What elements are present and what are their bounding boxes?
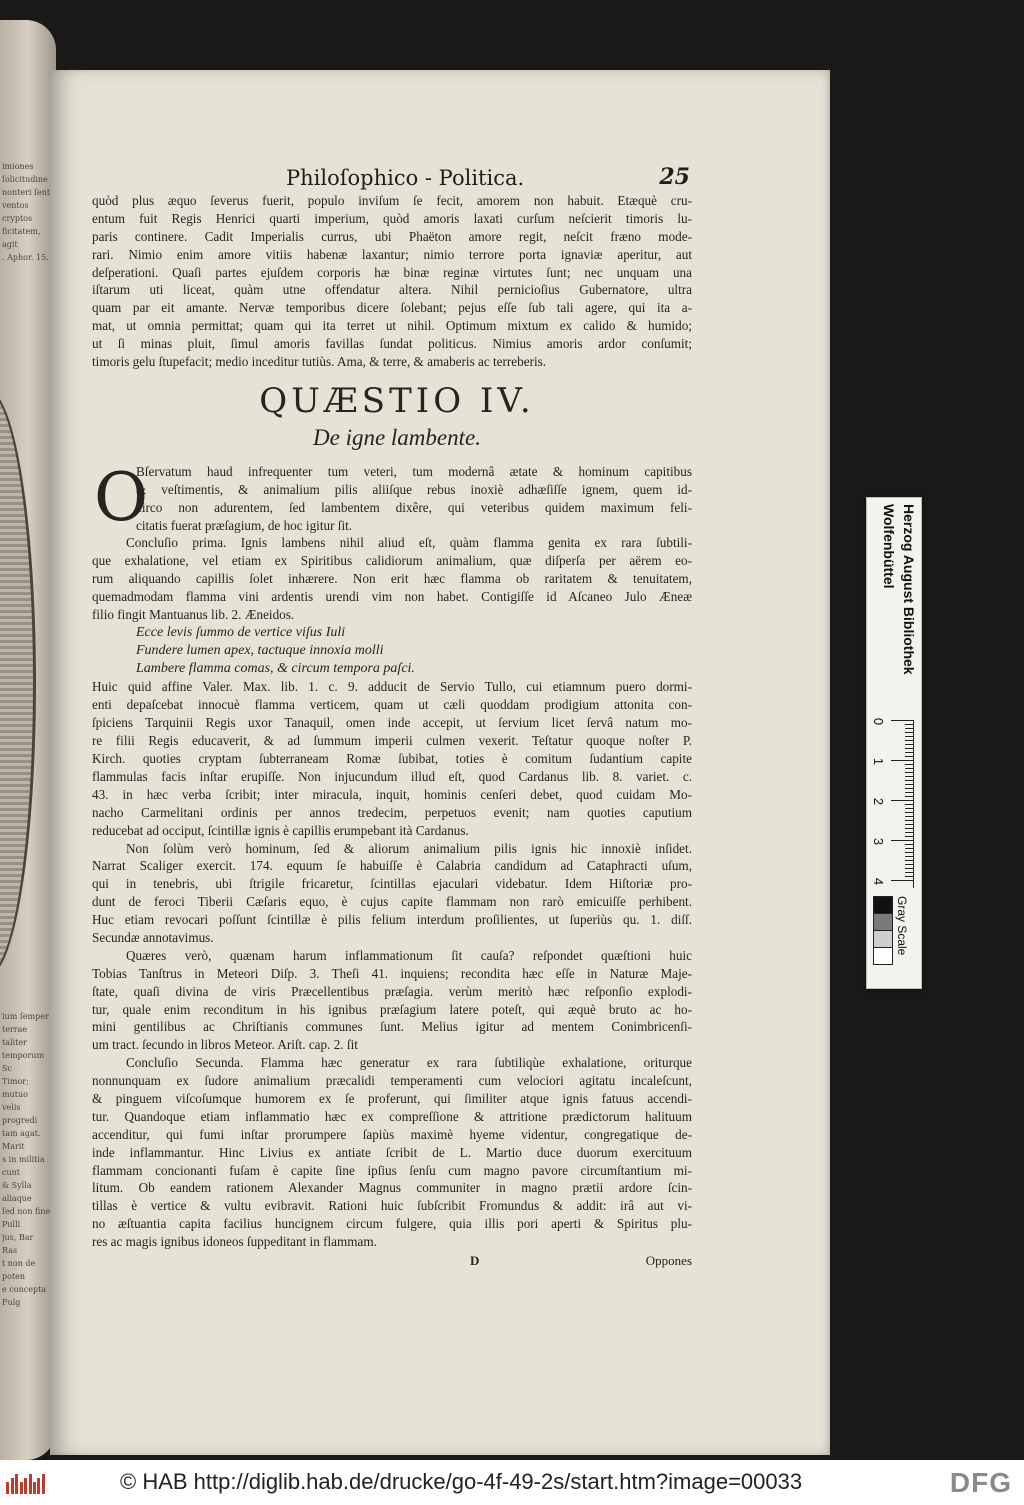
ruler-tick <box>905 808 913 809</box>
ruler-tick <box>905 788 913 789</box>
left-page-fragment: ventos cryptos <box>2 201 33 223</box>
ruler-tick <box>905 764 913 765</box>
text-line: enti depaſcebat innocuè flamma verticem, quam ut cæli quoddam prodigium attonita con- <box>92 697 692 713</box>
ruler-tick <box>905 828 913 829</box>
text-line: no æſtuantia capita facilius huncignem circum fulgere, quia illis pori aperti & Spiritus plu- <box>92 1216 692 1232</box>
ruler-tick <box>891 880 913 881</box>
page-header <box>286 166 690 194</box>
ruler-tick <box>891 760 913 761</box>
library-title: Herzog August Bibliothek <box>901 504 917 675</box>
text-line: reducebat ad occiput, ſcintillæ ignis è capillis erumpebant ità Cardanus. <box>92 822 469 838</box>
text-line: res ac magis ignibus idoneos ſuppeditant in flammam. <box>92 1234 377 1250</box>
dfg-logo: DFG <box>949 1467 1012 1498</box>
left-page-fragment: . Aphor. 15. <box>2 253 49 262</box>
ruler-tick <box>905 740 913 741</box>
left-page-fragment: tam agat. Marit <box>2 1129 41 1151</box>
text-line: nonnunquam ex ſudore animalium præcalidi temperamenti cum velociori agitatu incaleſcunt, <box>92 1073 692 1089</box>
left-page-text-bottom <box>2 1010 54 1309</box>
left-page-fragment: ſed non fine Pulli <box>2 1207 51 1229</box>
ruler-tick <box>905 852 913 853</box>
ruler-number: 4 <box>871 877 887 886</box>
gray-scale-label: Gray Scale <box>895 896 909 956</box>
ruler-tick <box>905 812 913 813</box>
ruler-tick <box>905 848 913 849</box>
text-line: Secundæ annotavimus. <box>92 929 214 945</box>
text-line: dunt de feroci Tiberii Cæſaris equo, è cujus capite flammam non rarò emicuiſſe perhibent. <box>92 894 692 910</box>
text-line: litum. Ob eandem rationem Alexander Magnus communiter in magno prætii ardore ſcin- <box>92 1180 692 1196</box>
left-page-fragment: velis progredi <box>2 1103 38 1125</box>
text-line: tillas è vertice & vultu evibravit. Rationi huic ſubſcribit Fromundus & addit: irâ aut vi- <box>92 1198 692 1214</box>
text-line: Huc etiam revocari poſſunt ſcintillæ è pilis felium interdum proſilientes, ut ſuperiùs qu. 1. diſſ. <box>92 912 692 928</box>
left-page-fragment: t non de poten <box>2 1259 36 1281</box>
page-number: 25 <box>659 164 690 190</box>
text-line: re filii Regis educaverit, & ad ſummum imperii culmen vexerit. Teſtatur quoque noſter P. <box>92 733 692 749</box>
ruler-tick <box>905 768 913 769</box>
ruler-tick <box>905 796 913 797</box>
text-line: Bſervatum haud infrequenter tum veteri, tum modernâ ætate & hominum capitibus <box>136 463 692 479</box>
text-line: iſtarum uti liceat, quàm utne offendatur altera. Nihil pernicioſius Gubernatore, ultra <box>92 282 692 298</box>
text-line: flammulas facis inſtar erupiſſe. Non injucundum illud eſt, quod Cardanus lib. 8. variet. c. <box>92 768 692 784</box>
text-line: tur. Quandoque etiam inflammatio hæc ex compreſſione & attritione prædictorum halituum <box>92 1108 692 1124</box>
ruler-tick <box>905 816 913 817</box>
verse-line: Lambere flamma comas, & circum tempora paſci. <box>136 661 415 677</box>
left-page-fragment: imiones ſolicitudine <box>2 162 48 184</box>
text-line: inde inflammantur. Hinc Livius ex antiate ſcribit de L. Martio duce duorum exercituum <box>92 1144 692 1160</box>
text-line: mat, ut omnia permittat; quam qui ita terret ut nihil. Optimum mixtum ex calido & humido; <box>92 318 692 334</box>
copyright-url[interactable]: © HAB http://diglib.hab.de/drucke/go-4f-49-2s/start.htm?image=00033 <box>120 1469 803 1494</box>
main-text-block <box>92 192 692 1273</box>
ruler-number: 3 <box>871 837 887 846</box>
ruler-tick <box>905 872 913 873</box>
text-line: accenditur, qui fumi inſtar prorumpere ſapiùs maximè hyeme videntur, congregatique de- <box>92 1126 692 1142</box>
ruler-tick <box>905 832 913 833</box>
text-line: timoris gelu ſtupefacit; medio inceditur tutiùs. Ama, & terre, & amaberis ac terreberis. <box>92 354 547 370</box>
verse-line: Fundere lumen apex, tactuque innoxia molli <box>136 643 384 659</box>
ruler-tick <box>891 840 913 841</box>
question-subtitle: De igne lambente. <box>313 424 481 450</box>
left-page-fragment: nonteri ſent <box>2 188 51 197</box>
text-line: filio fingit Mantuanus lib. 2. Æneidos. <box>92 607 295 623</box>
left-page-fragment: s in militia cunt <box>2 1155 45 1177</box>
ruler-tick <box>905 864 913 865</box>
ruler-tick <box>905 868 913 869</box>
ruler-tick <box>891 800 913 801</box>
text-line: mini gentilibus ac Chriſtianis communes ſunt. Melius igitur ad mentem Conimbricenſi- <box>92 1019 692 1035</box>
page-foot <box>92 1253 692 1273</box>
gray-scale-card <box>871 896 917 966</box>
ruler-tick <box>905 804 913 805</box>
measurement-ruler <box>871 717 917 890</box>
text-line: rum aliquando capillis ſolet inhærere. Non erit hæc flamma ob raritatem & tenuitatem, <box>92 571 692 587</box>
text-line: Concluſio prima. Ignis lambens nihil aliud eſt, quàm flamma genita ex rara ſubtili- <box>126 535 692 551</box>
ruler-tick <box>905 736 913 737</box>
ruler-tick <box>905 844 913 845</box>
text-line: quemadmodam flamma vini ardentis urendi vim non habet. Contigiſſe id Aſcaneo Julo Æneæ <box>92 589 692 605</box>
text-line: Concluſio Secunda. Flamma hæc generatur ex rara ſubtiliqùe exhalatione, oriturque <box>126 1055 692 1071</box>
text-line: que exhalatione, vel etiam ex Spiritibus calidiorum animalium, quæ diſperſa per aërem eo- <box>92 553 692 569</box>
text-line: flammam concionanti fuſam è capite ſine ipſius ſenſu cum magno pavore circumſtantium mi- <box>92 1162 692 1178</box>
text-line: Huic quid affine Valer. Max. lib. 1. c. 9. adducit de Servio Tullo, cui etiamnum puero dormi- <box>92 679 692 695</box>
text-line: ſpiciens Tarquinii Regis uxor Tanaquil, omen inde accepit, ut ſervium licet ſervâ natum mo- <box>92 715 692 731</box>
text-line: 43. in hæc verba ſcribit; inter miracula, inquit, hominis cenſeri debet, quod cuidam Mo- <box>92 786 692 802</box>
ruler-tick <box>905 784 913 785</box>
left-page-fragment: Ras <box>2 1246 18 1255</box>
ruler-tick <box>905 792 913 793</box>
ruler-tick <box>905 780 913 781</box>
verse-line: Ecce levis ſummo de vertice viſus Iuli <box>136 624 346 640</box>
ruler-number: 2 <box>871 797 887 806</box>
text-line: circo non adurentem, ſed lambentem dixêre, qui veteribus quidem maximum feli- <box>136 499 692 515</box>
text-line: ſtate, quaſi divina de viris Præcellentibus præſagia. verùm meritò hæc reſponſio explodi- <box>92 983 692 999</box>
ruler-tick <box>891 720 913 721</box>
main-paragraphs <box>92 678 692 1251</box>
library-name <box>869 504 919 714</box>
ruler-tick <box>905 744 913 745</box>
left-page-fragment: ficitatem, agit <box>2 227 41 249</box>
ruler-tick <box>905 772 913 773</box>
engraved-plate-fragment <box>0 390 36 976</box>
text-line: Quæres verò, quænam harum inflammationum ſit cauſa? reſpondet quæſtioni huic <box>126 947 692 963</box>
conclusio-prima <box>92 534 692 623</box>
text-line: Non ſolùm verò hominum, ſed & aliorum animalium pilis ignis hic innoxiè inſidet. <box>126 840 692 856</box>
text-line: tur, quale enim reconditum in his ignibus præſagium latere poteſt, qui æquè bruto ac ho- <box>92 1001 692 1017</box>
text-line: Tobias Tanſtrus in Meteori Diſp. 3. Theſi 41. inquiens; recondita hæc eſſe in Naturæ Maje- <box>92 965 692 981</box>
text-line: & pinguem viſcoſumque humorem ex ſe proferunt, qui ſimiliter atque ignis fatuus accendi- <box>92 1090 692 1106</box>
ruler-tick <box>905 876 913 877</box>
left-page-fragment: ium ſemper terrae <box>2 1012 49 1034</box>
text-line: deſperationi. Quaſi partes ejuſdem corporis hæ binæ reginæ virtutes ſunt; nec unquam una <box>92 264 692 280</box>
viewer-footer <box>0 1460 1024 1505</box>
library-city: Wolfenbüttel <box>881 504 897 589</box>
ruler-tick <box>905 752 913 753</box>
hab-barcode-logo-icon <box>6 1472 46 1494</box>
ruler-tick <box>905 836 913 837</box>
text-line: Narrat Scaliger exercit. 174. equum ſe habuiſſe è Calabria candidum ad Cataphracti uſum, <box>92 858 692 874</box>
ruler-tick <box>905 756 913 757</box>
ruler-tick <box>905 776 913 777</box>
ruler-number: 1 <box>871 757 887 766</box>
catchword: Oppones <box>645 1252 692 1268</box>
text-line: um tract. ſecundo in libros Meteor. Ariſt. cap. 2. ſit <box>92 1037 358 1053</box>
ruler-tick <box>905 860 913 861</box>
text-line: quam par eit amante. Nervæ temporibus dicere ſolebant; pejus eſſe ſub tali agere, qui ita a- <box>92 300 692 316</box>
text-line: ut ſi minas pluit, ſimul amoris favillas ſundat politicus. Nimius amoris ardor conſumit; <box>92 336 692 352</box>
ruler-tick <box>905 724 913 725</box>
ruler-tick <box>905 732 913 733</box>
ruler-tick <box>905 820 913 821</box>
ruler-tick <box>905 824 913 825</box>
text-line: entum fuit Regis Henrici quarti imperium, quòd amoris laxati curſum neſcierit timoris lu- <box>92 210 692 226</box>
left-page-text-top <box>2 160 54 264</box>
running-head: Philoſophico - Politica. <box>286 166 525 190</box>
text-line: paris continere. Cadit Imperialis currus, ubi Phaëton amore regit, neſcit fræno mode- <box>92 228 692 244</box>
ruler-tick <box>905 856 913 857</box>
text-line: & veſtimentis, & animalium pilis aliiſque rebus inoxiè adhæſiſſe ignem, quem id- <box>136 481 692 497</box>
intro-paragraph <box>92 192 692 371</box>
dropcap-paragraph <box>92 458 692 536</box>
left-page-fragment: & Sylla aliaque <box>2 1181 32 1203</box>
text-line: rari. Nimio enim amore vitiis habenæ laxantur; nimio terrore porta ignaviæ aperitur, aut <box>92 246 692 262</box>
verse-quotation <box>92 624 692 679</box>
text-line: citatis fuerat præſagium, de hoc igitur ſit. <box>136 517 353 533</box>
left-page-fragment: e concepta Fulg <box>2 1285 47 1307</box>
dropcap-letter: O <box>94 458 149 536</box>
text-line: qui in tenebris, ubi ſtrigile fricaretur, ſcintillas ejaculari videbatur. Idem Hiſtoriæ pro- <box>92 876 692 892</box>
library-color-scale-strip <box>866 497 922 989</box>
ruler-number: 0 <box>871 717 887 726</box>
ruler-tick <box>905 728 913 729</box>
left-page-fragment: Timor; mutuo <box>2 1077 29 1099</box>
left-page-fragment: taliter temporum Sc <box>2 1038 45 1073</box>
question-title: QUÆSTIO IV. <box>259 380 535 421</box>
text-line: nacho Carmelitani ordinis per annos tredecim, perpetuos evenit; nam quoties caputium <box>92 804 692 820</box>
left-page-edge <box>0 20 56 1460</box>
signature-mark: D <box>470 1252 480 1268</box>
text-line: quòd plus æquo ſeverus fuerit, populo inviſum ſe fecit, amorem non habuit. Etæquè cru- <box>92 193 692 208</box>
text-line: Kirch. quoties cryptam ſubterraneam Romæ ſubibat, toties è comitum ſudantium capite <box>92 751 692 767</box>
left-page-fragment: jus, Bar <box>2 1233 34 1242</box>
ruler-tick <box>905 748 913 749</box>
